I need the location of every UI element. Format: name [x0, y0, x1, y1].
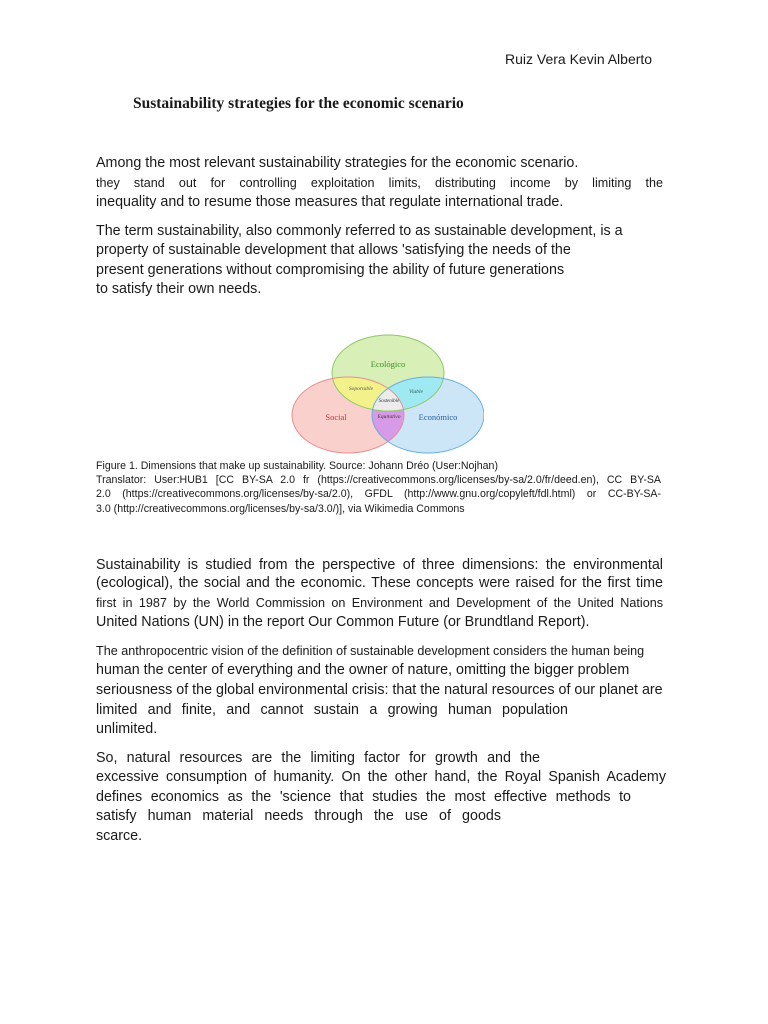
label-ecological: Ecológico — [370, 359, 406, 369]
paragraph-line: Among the most relevant sustainability strategies for the economic scenario. — [96, 155, 579, 171]
paragraph-line: property of sustainable development that allows 'satisfying the needs of the — [96, 242, 571, 258]
paragraph-line: to satisfy their own needs. — [96, 281, 262, 297]
paragraph-line: they stand out for controlling exploitation limits, distributing income by limiting the — [96, 176, 663, 190]
paragraph-line: limited and finite, and cannot sustain a growing human population — [96, 702, 568, 718]
sustainability-venn-diagram — [288, 330, 484, 454]
paragraph-line: seriousness of the global environmental crisis: that the natural resources of our planet are — [96, 682, 663, 698]
label-equitable: Equitativo — [377, 414, 401, 420]
paragraph-line: present generations without compromising the ability of future generations — [96, 262, 565, 278]
paragraph-line: (ecological), the social and the economic. These concepts were raised for the first time — [96, 575, 663, 591]
paragraph-line: The term sustainability, also commonly referred to as sustainable development, is a — [96, 223, 623, 239]
paragraph-line: defines economics as the 'science that studies the most effective methods to — [96, 789, 631, 805]
paragraph-line: human the center of everything and the owner of nature, omitting the bigger problem — [96, 662, 630, 678]
document-title: Sustainability strategies for the economic scenario — [133, 95, 464, 112]
label-economic: Económico — [418, 412, 458, 422]
label-viable: Viable — [409, 389, 423, 395]
paragraph-line: Sustainability is studied from the perspective of three dimensions: the environmental — [96, 557, 663, 573]
paragraph-line: So, natural resources are the limiting factor for growth and the — [96, 750, 540, 766]
paragraph-line: satisfy human material needs through the use of goods — [96, 808, 501, 824]
paragraph-line: United Nations (UN) in the report Our Common Future (or Brundtland Report). — [96, 614, 590, 630]
label-bearable: Soportable — [348, 386, 374, 392]
paragraph-line: scarce. — [96, 828, 143, 844]
caption-line: 2.0 (https://creativecommons.org/licenses/by-sa/2.0), GFDL (http://www.gnu.org/copyleft/fdl.html) or CC-BY-SA- — [96, 488, 661, 500]
label-sustainable: Sostenible — [378, 399, 400, 404]
paragraph-line: first in 1987 by the World Commission on Environment and Development of the United Nations — [96, 596, 663, 610]
paragraph-line: inequality and to resume those measures that regulate international trade. — [96, 194, 564, 210]
author-name: Ruiz Vera Kevin Alberto — [505, 51, 653, 67]
caption-line: 3.0 (http://creativecommons.org/licenses/by-sa/3.0/)], via Wikimedia Commons — [96, 503, 465, 515]
caption-line: Figure 1. Dimensions that make up sustainability. Source: Johann Dréo (User:Nojhan) — [96, 460, 498, 472]
label-social: Social — [325, 412, 347, 422]
paragraph-line: excessive consumption of humanity. On the other hand, the Royal Spanish Academy — [96, 769, 666, 785]
paragraph-line: unlimited. — [96, 721, 158, 737]
caption-line: Translator: User:HUB1 [CC BY-SA 2.0 fr (https://creativecommons.org/licenses/by-sa/2.0/fr/deed.en), CC BY-SA — [96, 474, 661, 486]
paragraph-line: The anthropocentric vision of the definition of sustainable development considers the human being — [96, 644, 645, 658]
